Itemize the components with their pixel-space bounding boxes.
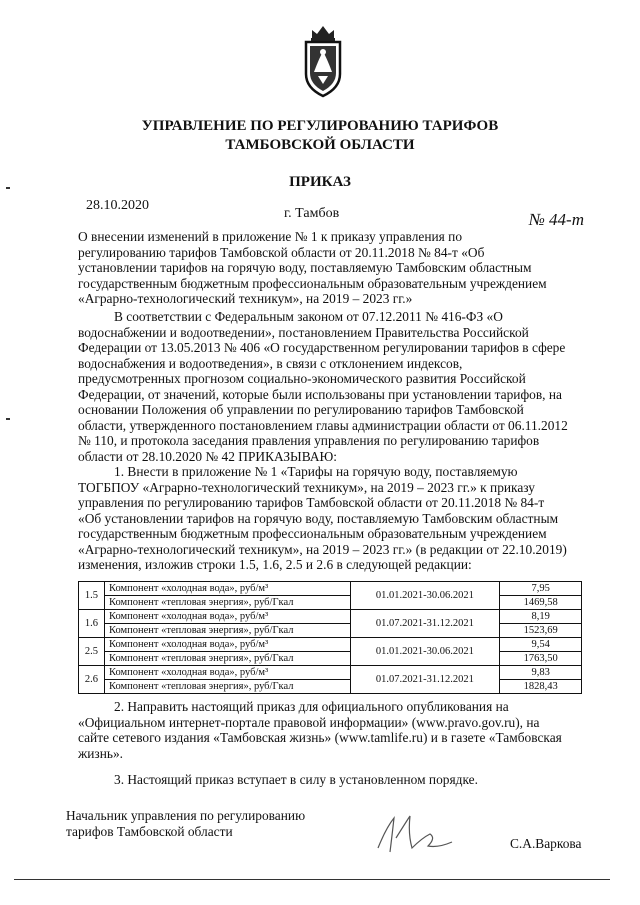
table-row: [79, 652, 582, 666]
tariff-value: 7,95: [500, 582, 582, 596]
component-name: Компонент «холодная вода», руб/м³: [104, 638, 350, 652]
title-line: установлении тарифов на горячую воду, поставляемую Тамбовским областным: [78, 260, 532, 275]
row-number: 1.5: [79, 582, 105, 610]
item-3-paragraph: 3. Настоящий приказ вступает в силу в установленном порядке.: [114, 772, 478, 787]
preamble-line: области, утвержденного постановлением главы администрации области от 06.11.2012: [78, 417, 568, 433]
component-name: Компонент «тепловая энергия», руб/Гкал: [104, 596, 350, 610]
component-name: Компонент «тепловая энергия», руб/Гкал: [104, 652, 350, 666]
preamble-line: водоснабжения и водоотведения», в связи с отклонением индексов,: [78, 355, 463, 371]
tariff-value: 8,19: [500, 610, 582, 624]
item-1-line: ТОГБПОУ «Аграрно-технологический техникум», на 2019 – 2023 гг.» к приказу: [78, 479, 536, 495]
position-line: тарифов Тамбовской области: [66, 823, 233, 839]
position-line: Начальник управления по регулированию: [66, 808, 306, 823]
preamble-line: водоснабжении и водоотведении», постановлением Правительства Российской: [78, 324, 529, 340]
margin-mark: [6, 187, 10, 189]
table-row: [79, 624, 582, 638]
preamble-line: В соответствии с Федеральным законом от 07.12.2011 № 416-ФЗ «О: [114, 309, 503, 324]
document-number: № 44-т: [528, 210, 584, 229]
table-row: [79, 582, 582, 596]
item-1-line: «Об установлении тарифов на горячую воду, поставляемую Тамбовским областным: [78, 510, 559, 526]
coat-of-arms-emblem: [296, 22, 350, 102]
tariff-value: 1763,50: [500, 652, 582, 666]
item-2-line: 2. Направить настоящий приказ для официального опубликования на: [114, 699, 509, 714]
item-1-line: управления по регулированию тарифов Тамбовской области от 20.11.2018 № 84-т: [78, 495, 545, 510]
table-row: [79, 596, 582, 610]
period: 01.01.2021-30.06.2021: [350, 582, 500, 610]
period: 01.01.2021-30.06.2021: [350, 638, 500, 666]
signatory-name: С.А.Варкова: [510, 836, 582, 851]
item-1-line: 1. Внести в приложение № 1 «Тарифы на горячую воду, поставляемую: [114, 464, 518, 479]
table-row: [79, 610, 582, 624]
component-name: Компонент «тепловая энергия», руб/Гкал: [104, 680, 350, 694]
title-line: «Аграрно-технологический техникум», на 2019 – 2023 гг.»: [78, 291, 413, 306]
tariff-value: 1469,58: [500, 596, 582, 610]
item-1-line: государственным бюджетным профессиональным образовательным учреждением: [78, 526, 547, 541]
tariff-value: 9,83: [500, 666, 582, 680]
tariff-value: 1828,43: [500, 680, 582, 694]
item-1-line: «Аграрно-технологический техникум», на 2019 – 2023 гг.» (в редакции от 22.10.2019): [78, 541, 567, 557]
item-2-line: «Официальном интернет-портале правовой информации» (www.pravo.gov.ru), на: [78, 714, 540, 730]
signatory-position: [66, 808, 305, 839]
title-line: О внесении изменений в приложение № 1 к приказу управления по: [78, 229, 463, 244]
handwritten-signature: [372, 808, 462, 858]
document-city: г. Тамбов: [284, 206, 340, 221]
tariff-table: [78, 581, 582, 694]
preamble-line: основании Положения об управлении по регулированию тарифов Тамбовской: [78, 402, 524, 417]
title-line: регулированию тарифов Тамбовской области от 20.11.2018 № 84-т «Об: [78, 244, 485, 260]
document-type: ПРИКАЗ: [289, 174, 351, 190]
tariff-value: 1523,69: [500, 624, 582, 638]
preamble-line: Федерации от 13.05.2013 № 406 «О государственном регулировании тарифов в сфере: [78, 340, 566, 355]
row-number: 2.6: [79, 666, 105, 694]
component-name: Компонент «холодная вода», руб/м³: [104, 582, 350, 596]
component-name: Компонент «холодная вода», руб/м³: [104, 666, 350, 680]
preamble-line: области от 28.10.2020 № 42 ПРИКАЗЫВАЮ:: [78, 448, 337, 464]
preamble-paragraph: [78, 309, 604, 464]
item-2-line: сайте сетевого издания «Тамбовская жизнь» (www.tamlife.ru) и в газете «Тамбовская: [78, 730, 562, 745]
organization-name-line1: УПРАВЛЕНИЕ ПО РЕГУЛИРОВАНИЮ ТАРИФОВ: [141, 118, 499, 134]
period: 01.07.2021-31.12.2021: [350, 666, 500, 694]
table-row: [79, 638, 582, 652]
preamble-line: № 110, и протокола заседания правления управления по регулированию тарифов: [78, 433, 540, 448]
title-line: государственным бюджетным профессиональным образовательным учреждением: [78, 275, 547, 291]
preamble-line: предусмотренных прогнозом социально-экономического развития Российской: [78, 371, 526, 386]
component-name: Компонент «холодная вода», руб/м³: [104, 610, 350, 624]
preamble-line: Федерации, от значений, которые были использованы при установлении тарифов, на: [78, 386, 562, 402]
order-title: [78, 229, 604, 307]
document-date: 28.10.2020: [86, 198, 149, 213]
item-2-paragraph: [78, 699, 604, 761]
item-2-line: жизнь».: [78, 745, 124, 761]
page-bottom-line: [14, 879, 610, 880]
component-name: Компонент «тепловая энергия», руб/Гкал: [104, 624, 350, 638]
organization-name-line2: ТАМБОВСКОЙ ОБЛАСТИ: [225, 137, 415, 153]
period: 01.07.2021-31.12.2021: [350, 610, 500, 638]
item-1-paragraph: [78, 464, 604, 573]
table-row: [79, 666, 582, 680]
row-number: 2.5: [79, 638, 105, 666]
table-row: [79, 680, 582, 694]
margin-mark: [6, 418, 10, 420]
item-1-line: изменения, изложив строки 1.5, 1.6, 2.5 и 2.6 в следующей редакции:: [78, 557, 472, 572]
row-number: 1.6: [79, 610, 105, 638]
tariff-value: 9,54: [500, 638, 582, 652]
